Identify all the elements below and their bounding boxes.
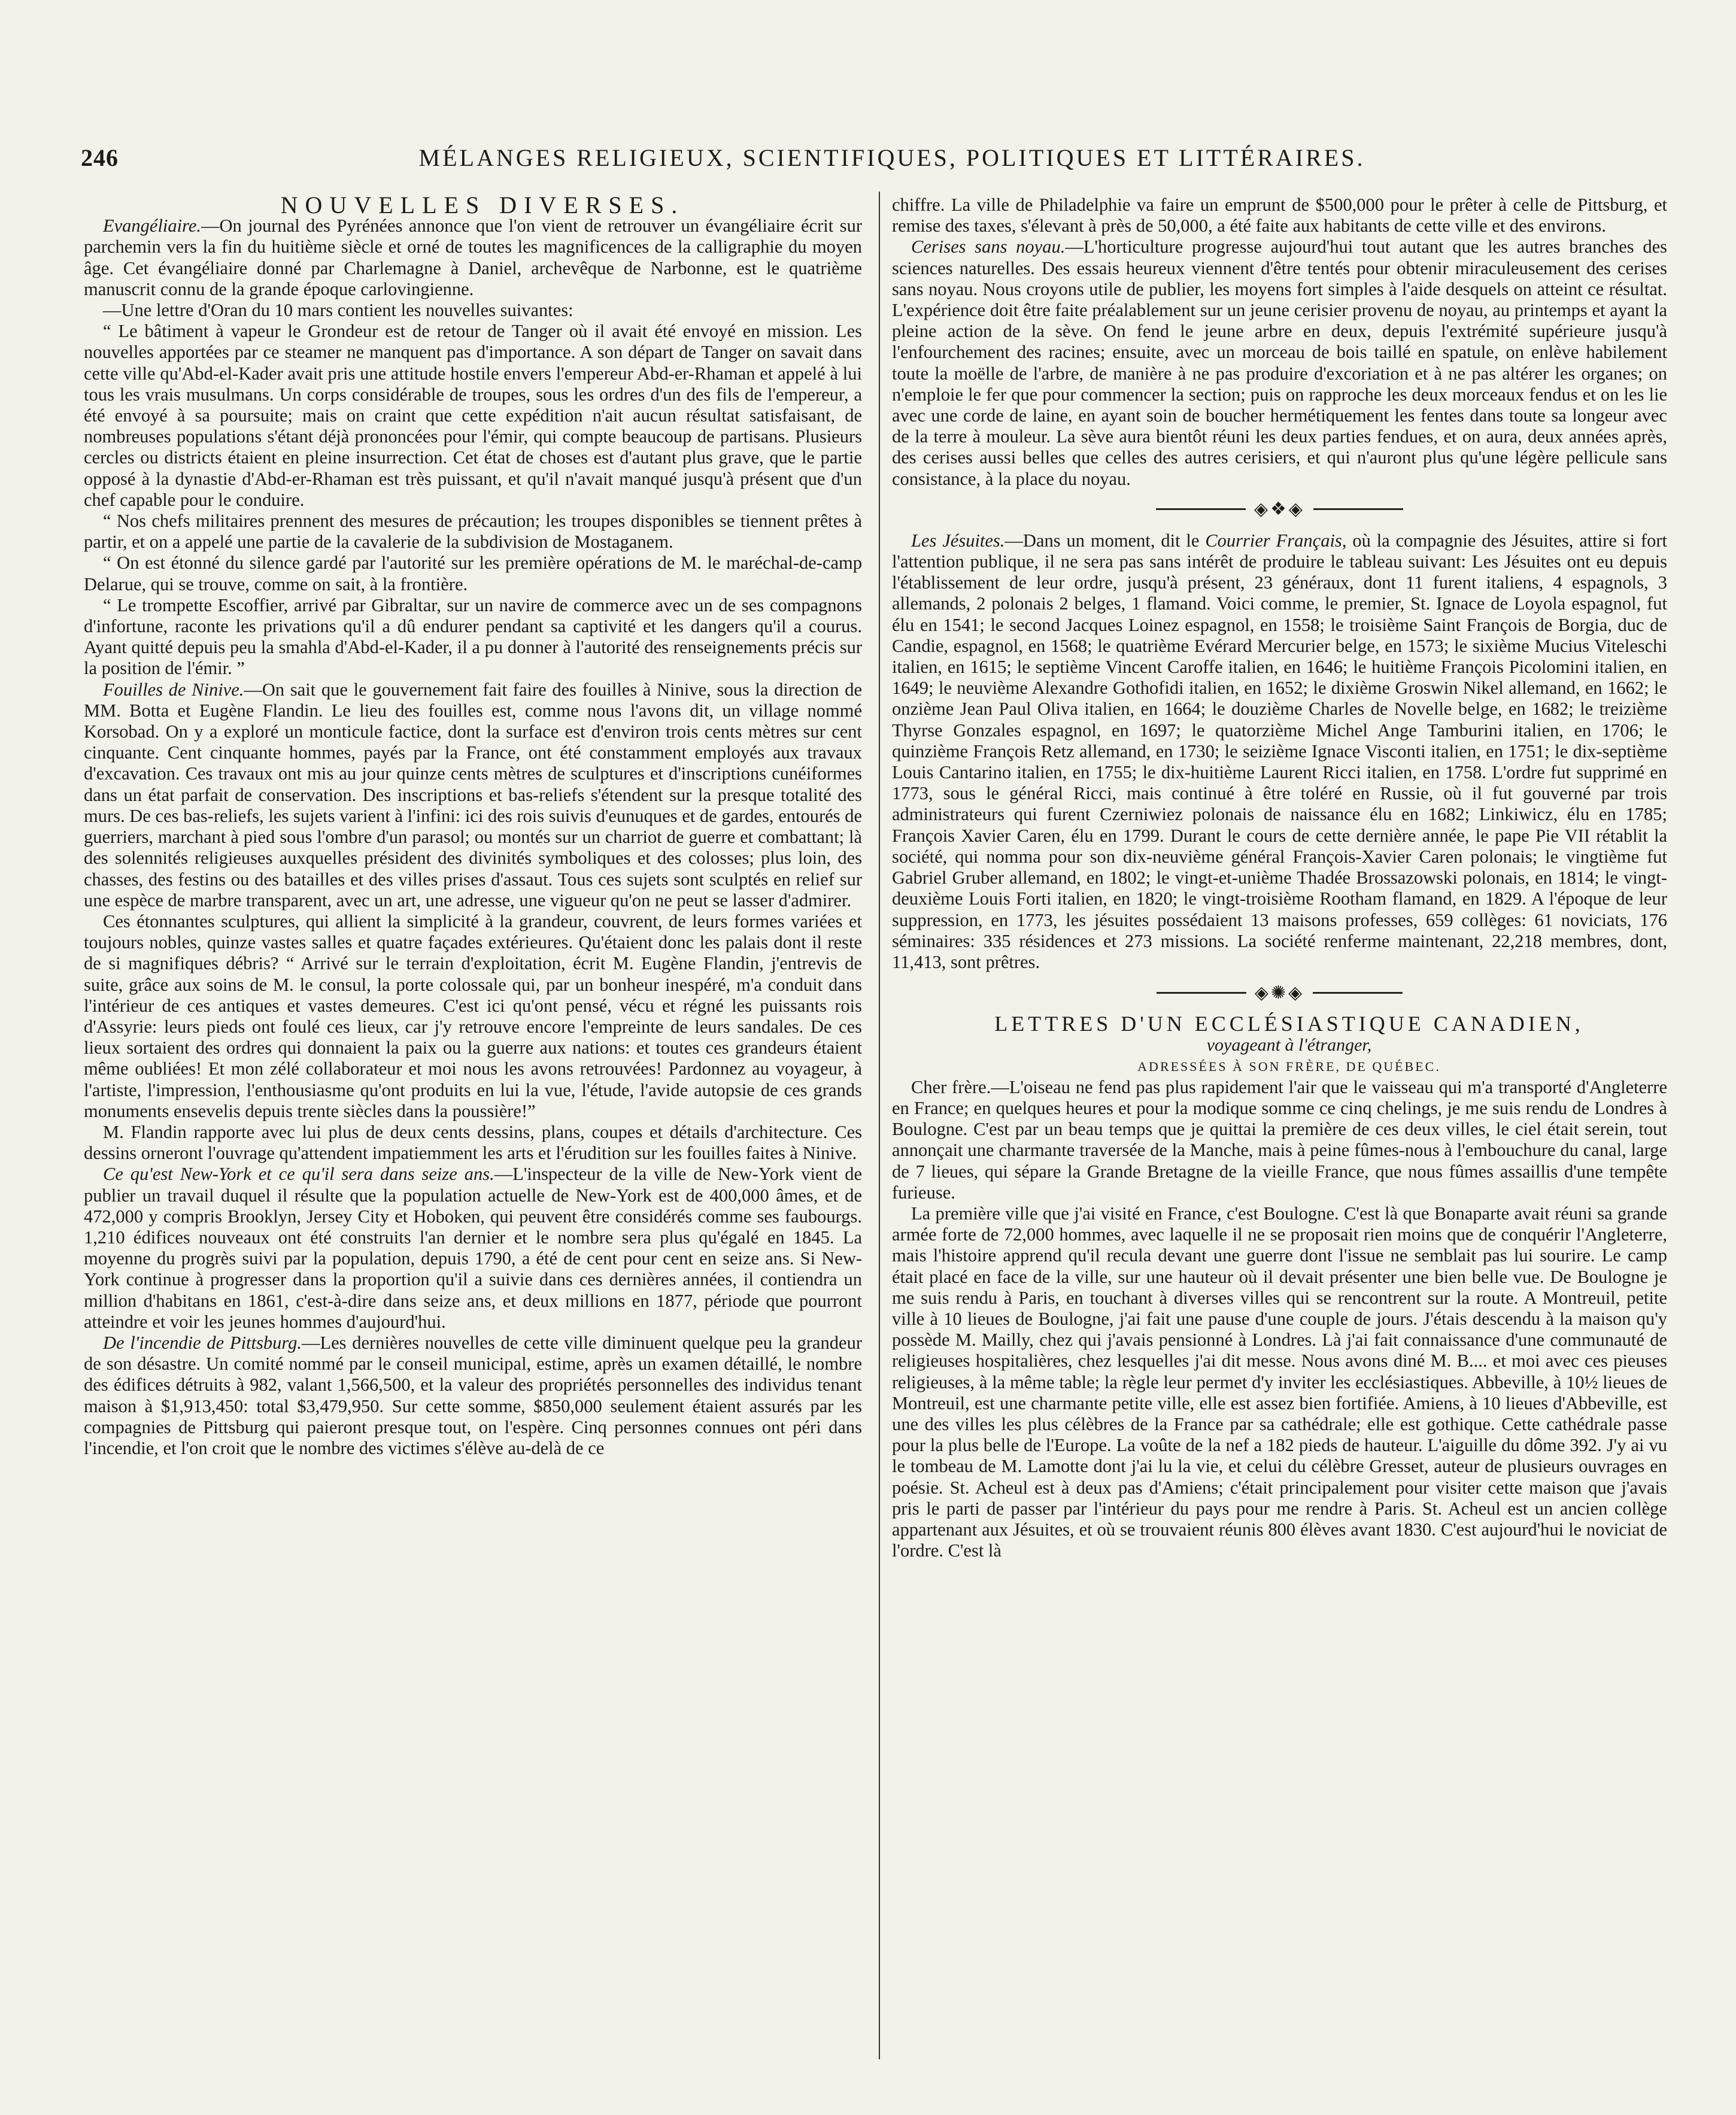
divider-line — [1156, 508, 1246, 510]
article-ninive — [84, 679, 862, 911]
oran-paragraph: —Une lettre d'Oran du 10 mars contient les nouvelles suivantes: — [103, 300, 573, 321]
article-title: Evangéliaire. — [103, 216, 202, 236]
letters-title: LETTRES D'UN ECCLÉSIASTIQUE CANADIEN, — [994, 1012, 1584, 1036]
column-rule — [879, 192, 880, 2059]
article-title: Fouilles de Ninive. — [103, 679, 244, 700]
letters-address: ADRESSÉES À SON FRÈRE, DE QUÉBEC. — [1137, 1058, 1441, 1074]
article-pittsburg — [84, 1333, 862, 1459]
ninive-paragraph: Ces étonnantes sculptures, qui allient la simplicité à la grandeur, couvrent, de leurs formes variées et toujours nobles, quinze vastes salles et quatre façades extérieures. Qu'étaient donc les palais dont il reste de si magnifiques débris? “ Arrivé sur le terrain d'exploitation, écrit M. Eugène Flandin, j'entrevis de suite, grâce aux soins de M. le consul, la porte colossale qui, par un bonheur inespéré, m'a conduit dans l'intérieur de ces antiques et vastes demeures. C'est ici qu'ont pensé, vécu et régné les puissants rois d'Assyrie: leurs pieds ont foulé ces lieux, car j'y retrouve encore l'empreinte de leurs sandales. De ces lieux sortaient des ordres qui donnaient la paix ou la guerre aux nations: et toutes ces grandeurs étaient même oubliées! Et mon zélé collaborateur et moi nous les avons retrouvées! Pardonnez au voyageur, à l'artiste, l'impression, l'enthousiasme qu'ont produits en lui la vue, l'étude, l'avide autopsie de ces grands monuments ensevelis depuis trente siècles dans la poussière!” — [84, 911, 862, 1121]
oran-paragraph: “ On est étonné du silence gardé par l'autorité sur les première opérations de M. le maréchal-de-camp Delarue, qui se trouve, comme on sait, à la frontière. — [84, 553, 862, 594]
article-text: —Les dernières nouvelles de cette ville diminuent quelque peu la grandeur de son désastre. Un comité nommé par le conseil municipal, estime, après un examen détaillé, le nombre des édifices détruits à 982, valant 1,566,500, et la valeur des propriétés personnelles des individus tenant maison à $1,913,450: total $3,479,950. Sur cette somme, $850,000 seulement étaient assurés par les compagnies de Pittsburg qui paieront presque tout, on l'espère. Cinq personnes connues ont péri dans l'incendie, et l'on croit que le nombre des victimes s'élève au-delà de ce — [84, 1332, 862, 1458]
article-text: —On sait que le gouvernement fait faire des fouilles à Ninive, sous la direction de MM. Botta et Eugène Flandin. Le lieu des fouilles est, comme nous l'avons dit, un village nommé Korsobad. On y a exploré un monticule factice, dont la surface est d'environ trois cents mètres sur cent cinquante. Cent cinquante hommes, payés par la France, ont été constamment employés aux travaux d'excavation. Ces travaux ont mis au jour quinze cents mètres de sculptures et d'inscriptions cunéiformes dans un état parfait de conservation. Des inscriptions et bas-reliefs s'étendent sur la presque totalité des murs. De ces bas-reliefs, les sujets varient à l'infini: ici des rois suivis d'eunuques et de gardes, entourés de guerriers, marchant à pied sous l'ombre d'un parasol; ou montés sur un charriot de guerre et combattant; là des solennités religieuses auxquelles président des divinités symboliques et des colosses; plus loin, des chasses, des festins ou des batailles et des villes prises d'assaut. Tous ces sujets sont sculptés en relief sur une espèce de marbre transparent, avec un art, une adresse, une vigueur qu'on ne peut se lasser d'admirer. — [84, 679, 862, 911]
oran-paragraph: “ Le trompette Escoffier, arrivé par Gibraltar, sur un navire de commerce avec un de ses compagnons d'infortune, raconte les privations qu'il a dû endurer pendant sa captivité et les dangers qu'il a courus. Ayant quitté depuis peu la smahla d'Abd-el-Kader, il a pu donner à l'autorité des renseignements précis sur la position de l'émir. ” — [84, 594, 862, 679]
article-title: Ce qu'est New-York et ce qu'il sera dans seize ans. — [103, 1164, 494, 1185]
article-title: Les Jésuites. — [911, 530, 1005, 551]
article-newyork — [84, 1164, 862, 1333]
divider-line — [1313, 508, 1403, 510]
left-column — [84, 195, 862, 2068]
article-text: , où la compagnie des Jésuites, attire si fort l'attention publique, il ne sera pas sans intérêt de produire le tableau suivant: Les Jésuites ont eu depuis l'établissement de leur ordre, jusqu'à présent, 23 généraux, dont 11 furent italiens, 4 espagnols, 3 allemands, 2 polonais 2 belges, 1 flamand. Voici comme, le premier, St. Ignace de Loyola espagnol, fut élu en 1541; le second Jacques Loinez espagnol, en 1558; le troisième Saint François de Borgia, duc de Candie, espagnol, en 1568; le quatrième Evérard Mercurier belge, en 1573; le sixième Mucius Viteleschi italien, en 1615; le septième Vincent Caroffe italien, en 1646; le huitième François Picolomini italien, en 1649; le neuvième Alexandre Gothofidi italien, en 1652; le dixième Groswin Nikel allemand, en 1662; le onzième Jean Paul Oliva italien, en 1664; le douzième Charles de Novelle belge, en 1682; le treizième Thyrse Gonzales espagnol, en 1697; le quatorzième Michel Ange Tamburini italien, en 1706; le quinzième François Retz allemand, en 1730; le seizième Ignace Visconti italien, en 1751; le dix-septième Louis Cantarino italien, en 1755; le dix-huitième Laurent Ricci italien, en 1758. L'ordre fut supprimé en 1773, sous le général Ricci, mais continué à être toléré en Russie, où il fut gouverné par trois administrateurs qui furent Czerniwiez polonais de naissance élu en 1682; Linkiwicz, élu en 1785; François Xavier Caren, élu en 1799. Durant le cours de cette dernière année, le pape Pie VII rétablit la société, qui nomma pour son dix-neuvième général François-Xavier Caren polonais; le vingtième fut Gabriel Gruber allemand, en 1802; le vingt-et-unième Thadée Brossazowski polonais, en 1814; le vingt-deuxième Louis Forti italien, en 1820; le vingt-troisième Rootham flamand, en 1829. A l'époque de leur suppression, en 1773, les jésuites possédaient 13 maisons professes, 659 collèges: 61 noviciats, 176 séminaires: 335 résidences et 273 missions. La société renferme maintenant, 22,218 membres, dont, 11,413, sont prêtres. — [892, 530, 1667, 972]
article-cerises — [892, 236, 1667, 489]
letters-paragraph: Cher frère.—L'oiseau ne fend pas plus rapidement l'air que le vaisseau qui m'a transporté d'Angleterre en France; en quelques heures et pour la modique somme ce cinq chelings, je me suis rendu de Londres à Boulogne. C'est par un beau temps que je quittai la première de ces deux villes, le ciel était serein, tout annonçait une charmante traversée de la Manche, mais à peine fûmes-nous à l'embouchure du canal, large de 7 lieues, qui sépare la Grande Bretagne de la vieille France, que nous fûmes assaillis d'une tempête furieuse. — [892, 1076, 1667, 1203]
ornamental-divider — [892, 982, 1667, 1003]
right-column — [892, 195, 1667, 2068]
divider-line — [1313, 992, 1403, 994]
article-evangeliaire — [84, 216, 862, 300]
divider-line — [1157, 992, 1246, 994]
ninive-paragraph: M. Flandin rapporte avec lui plus de deux cents dessins, plans, coupes et détails d'architecture. Ces dessins orneront l'ouvrage qu'attendent impatiemment les arts et l'érudition sur les fouilles faites à Ninive. — [84, 1121, 862, 1164]
ornament-icon: ◈✺◈ — [1254, 982, 1305, 1003]
section-title: NOUVELLES DIVERSES. — [280, 195, 685, 219]
article-text: —L'inspecteur de la ville de New-York vient de publier un travail duquel il résulte que la population actuelle de New-York est de 400,000 âmes, et de 472,000 y compris Brooklyn, Jersey City et Hoboken, qui peuvent être considérés comme ses faubourgs. 1,210 édifices nouveaux ont été construits l'an dernier et le nombre sera plus qu'égalé en 1845. La moyenne du progrès suivi par la population, depuis 1790, a été de cent pour cent en seize ans. Si New-York continue à progresser dans la proportion qu'il a suivie dans ces dernières années, il contiendra un million d'habitans en 1861, c'est-à-dire dans seize ans, et deux millions en 1877, période que pourront atteindre et voir les jeunes hommes d'aujourd'hui. — [84, 1164, 862, 1332]
article-text: —Dans un moment, dit le — [1004, 530, 1206, 551]
article-jesuites — [892, 530, 1667, 973]
article-text: —L'horticulture progresse aujourd'hui tout autant que les autres branches des sciences naturelles. Des essais heureux viennent d'être tentés pour obtenir miraculeusement des cerises sans noyau. Nous croyons utile de publier, les moyens fort simples à l'aide desquels on atteint ce résultat. L'expérience doit être faite préalablement sur un jeune cerisier provenu de noyau, au printemps et ayant la pleine action de la sève. On fend le jeune arbre en deux, depuis l'extrémité supérieure jusqu'à l'enfourchement des racines; ensuite, avec un morceau de bois taillé en spatule, on enlève habilement toute la moëlle de l'arbre, de manière à ne pas produire d'excoriation et à ne pas altérer les organes; on n'emploie le fer que pour commencer la section; puis on rapproche les deux morceaux fendus et on les lie avec une corde de laine, en ayant soin de boucher hermétiquement les fentes dans toute sa longeur avec de la terre à mouleur. La sève aura bientôt réuni les deux parties fendues, et on aura, deux années après, des cerises aussi belles que celles des autres cerisiers, et qui n'auront plus qu'une légère pellicule sans consistance, à la place du noyau. — [892, 236, 1667, 489]
page-number: 246 — [81, 144, 119, 171]
letters-subtitle: voyageant à l'étranger, — [1206, 1035, 1372, 1055]
oran-paragraph: “ Nos chefs militaires prennent des mesures de précaution; les troupes disponibles se tiennent prêtes à partir, et on a appelé une partie de la cavalerie de la subdivision de Mostaganem. — [84, 511, 862, 553]
article-title: De l'incendie de Pittsburg. — [103, 1332, 302, 1353]
ornament-icon: ◈❖◈ — [1254, 499, 1306, 520]
oran-paragraph: “ Le bâtiment à vapeur le Grondeur est de retour de Tanger où il avait été envoyé en mission. Les nouvelles apportées par ce steamer ne manquent pas d'importance. A son départ de Tanger on savait dans cette ville qu'Abd-el-Kader avait pris une attitude hostile envers l'empereur Abd-er-Rhaman et appelé à lui tous les vrais musulmans. Un corps considérable de troupes, sous les ordres d'un des fils de l'empereur, a été envoyé à sa poursuite; mais on craint que cette expédition n'ait aucun résultat satisfaisant, de nombreuses populations s'étant déjà prononcées pour l'émir, qui compte beaucoup de partisans. Plusieurs cercles ou districts étaient en pleine insurrection. Cet état de choses est d'autant plus grave, que le partie opposé à la dynastie d'Abd-er-Rhaman est très puissant, et qu'il n'avait manqué jusqu'à présent que d'un chef capable pour le conduire. — [84, 321, 862, 510]
pittsburg-continued: chiffre. La ville de Philadelphie va faire un emprunt de $500,000 pour le prêter à celle de Pittsburg, et remise des taxes, s'élevant à près de 50,000, a été faite aux habitants de cette ville et des environs. — [892, 195, 1667, 236]
journal-name: Courrier Français — [1205, 530, 1342, 551]
page-header — [81, 144, 1655, 180]
article-text: —On journal des Pyrénées annonce que l'on vient de retrouver un évangéliaire écrit sur parchemin vers la fin du huitième siècle et orné de toutes les magnificences de la calligraphie du moyen âge. Cet évangéliaire donné par Charlemagne à Daniel, archevêque de Narbonne, est le quatrième manuscrit connu de la grande époque carlovingienne. — [84, 216, 862, 299]
running-title: MÉLANGES RELIGIEUX, SCIENTIFIQUES, POLITIQUES ET LITTÉRAIRES. — [418, 144, 1365, 171]
letters-paragraph: La première ville que j'ai visité en France, c'est Boulogne. C'est là que Bonaparte avait réuni sa grande armée forte de 72,000 hommes, avec laquelle il ne se proposait rien moins que de conquérir l'Angleterre, mais l'histoire apprend qu'il recula devant une guerre dont l'issue ne semblait pas lui sourire. Le camp était placé en face de la ville, sur une hauteur où il devait présenter une bien belle vue. De Boulogne je me suis rendu à Paris, en touchant à diverses villes qui se rencontrent sur la route. A Montreuil, petite ville à 10 lieues de Boulogne, j'ai fait une pause d'une couple de jours. J'étais descendu à la maison qu'y possède M. Mailly, chez qui j'avais pensionné à Londres. Là j'ai fait connaissance d'une communauté de religieuses hospitalières, chez lesquelles j'ai dit messe. Nous avons diné M. B.... et moi avec ces pieuses religieuses, à la même table; la règle leur permet d'y inviter les ecclésiastiques. Abbeville, à 10½ lieues de Montreuil, est une charmante petite ville, elle est assez bien fortifiée. Amiens, à 10 lieues d'Abbeville, est une des villes les plus célèbres de la France par sa cathédrale; elle est gothique. Cette cathédrale passe pour la plus belle de l'Europe. La voûte de la nef a 182 pieds de hauteur. L'aiguille du dôme 392. J'y ai vu le tombeau de M. Lamotte dont j'ai lu la vie, et celui du célèbre Gresset, auteur de plusieurs ouvrages en poésie. St. Acheul est à deux pas d'Amiens; c'était principalement pour visiter cette maison que j'avais pris le parti de passer par l'intérieur du pays pour me rendre à Paris. St. Acheul est un ancien collège appartenant aux Jésuites, et où se trouvaient réunis 800 élèves avant 1830. C'est aujourd'hui le noviciat de l'ordre. C'est là — [892, 1203, 1667, 1561]
ornamental-divider — [892, 499, 1667, 520]
article-title: Cerises sans noyau. — [911, 236, 1066, 257]
